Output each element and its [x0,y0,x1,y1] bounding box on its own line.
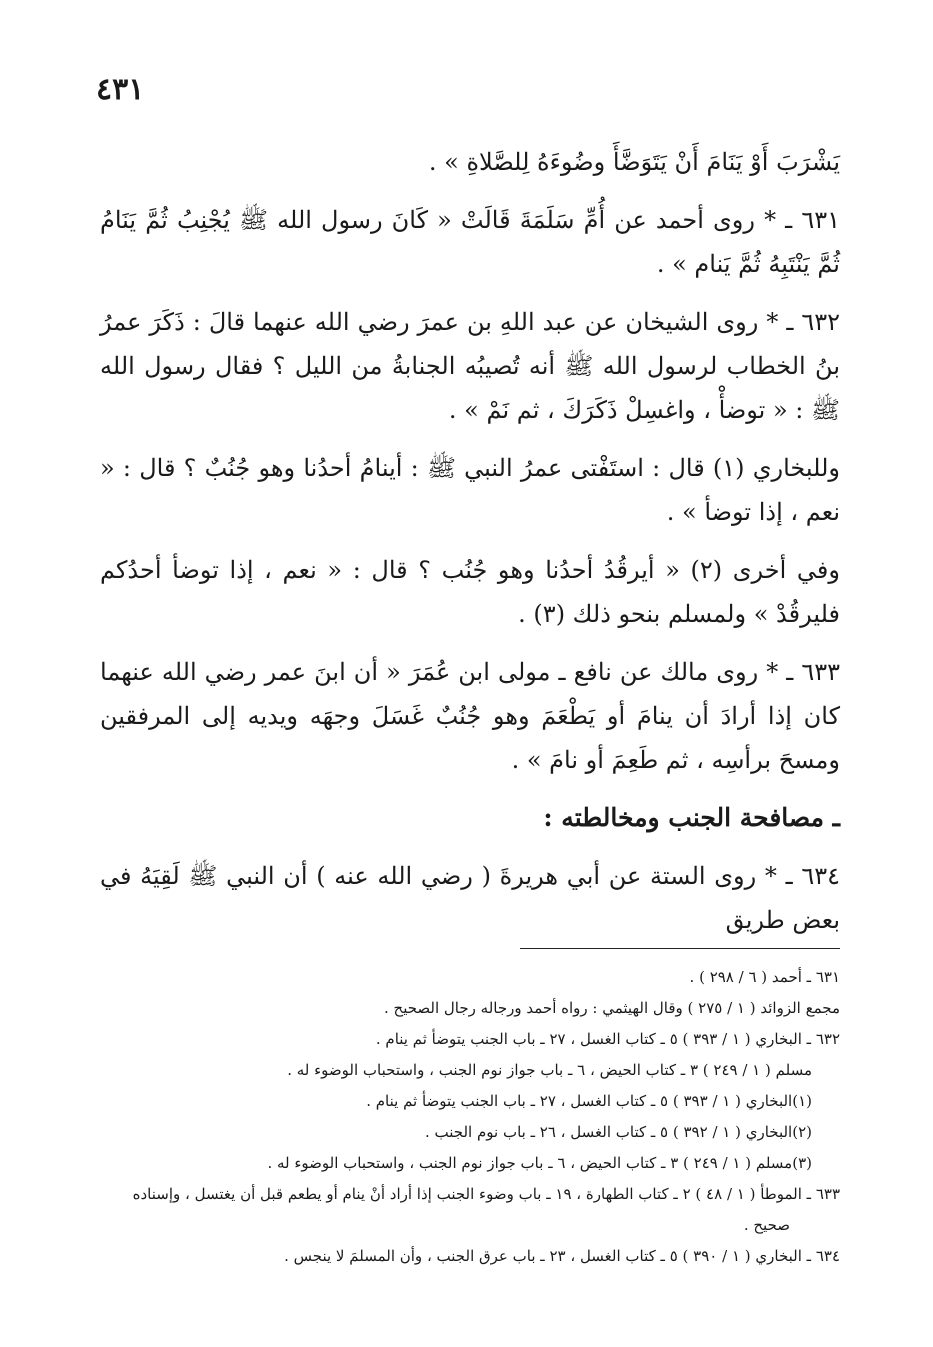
hadith-631: ٦٣١ ـ * روى أحمد عن أُمِّ سَلَمَةَ قَالَتْ « كَانَ رسول الله ﷺ يُجْنِبُ ثُمَّ يَنَامُ ثُمَّ يَنْتَبِهُ ثُمَّ يَنام » . [100,206,840,278]
other-narration: وفي أخرى (٢) « أيرقُدُ أحدُنا وهو جُنُب ؟ قال : « نعم ، إذا توضأ أحدُكم فليرقُدْ » ولمسلم بنحو ذلك (٣) . [100,556,840,628]
hadith-634: ٦٣٤ ـ * روى الستة عن أبي هريرةَ ( رضي الله عنه ) أن النبي ﷺ لَقِيَهُ في بعض طريق [100,862,840,934]
page-number: ٤٣١ [96,72,145,107]
footnote: مسلم ( ١ / ٢٤٩ ) ٣ ـ كتاب الحيض ، ٦ ـ باب جواز نوم الجنب ، واستحباب الوضوء له . [287,1061,812,1079]
hadith-632: ٦٣٢ ـ * روى الشيخان عن عبد اللهِ بن عمرَ رضي الله عنهما قالَ : ذَكَرَ عمرُ بنُ الخطاب لرسول الله ﷺ أنه تُصيبُه الجنابةُ من الليل ؟ فقال رسول الله ﷺ : « توضأْ ، واغسِلْ ذَكَرَكَ ، ثم نَمْ » . [100,308,840,424]
footnote: (٣)مسلم ( ١ / ٢٤٩ ) ٣ ـ كتاب الحيض ، ٦ ـ باب جواز نوم الجنب ، واستحباب الوضوء له . [267,1154,812,1172]
footnote-divider [520,948,840,949]
footnote: ٦٣٢ ـ البخاري ( ١ / ٣٩٣ ) ٥ ـ كتاب الغسل ، ٢٧ ـ باب الجنب يتوضأ ثم ينام . [375,1030,840,1048]
main-text [100,140,840,956]
footnote: (١)البخاري ( ١ / ٣٩٣ ) ٥ ـ كتاب الغسل ، ٢٧ ـ باب الجنب يتوضأ ثم ينام . [366,1092,812,1110]
bukhari-narration: وللبخاري (١) قال : استَفْتى عمرُ النبي ﷺ : أينامُ أحدُنا وهو جُنُبٌ ؟ قال : « نعم ، إذا توضأ » . [100,454,840,526]
footnote: ٦٣١ ـ أحمد ( ٦ / ٢٩٨ ) . [689,968,840,986]
footnote: صحيح . [743,1216,790,1234]
footnote: ٦٣٣ ـ الموطأ ( ١ / ٤٨ ) ٢ ـ كتاب الطهارة ، ١٩ ـ باب وضوء الجنب إذا أراد أنْ ينام أو يطعم قبل أن يغتسل ، وإسناده [132,1185,840,1203]
footnote: ٦٣٤ ـ البخاري ( ١ / ٣٩٠ ) ٥ ـ كتاب الغسل ، ٢٣ ـ باب عرق الجنب ، وأن المسلمَ لا ينجس . [284,1247,840,1265]
section-heading: ـ مصافحة الجنب ومخالطته : [543,803,840,832]
paragraph-continuation: يَشْرَبَ أَوْ يَنَامَ أَنْ يَتَوَضَّأَ وضُوءَهُ لِلصَّلاةِ » . [428,148,840,176]
hadith-633: ٦٣٣ ـ * روى مالك عن نافع ـ مولى ابن عُمَرَ « أن ابنَ عمر رضي الله عنهما كان إذا أرادَ أن ينامَ أو يَطْعَمَ وهو جُنُبٌ غَسَلَ وجهَه ويديه إلى المرفقين ومسحَ برأسِه ، ثم طَعِمَ أو نامَ » . [100,658,840,774]
footnote: (٢)البخاري ( ١ / ٣٩٢ ) ٥ ـ كتاب الغسل ، ٢٦ ـ باب نوم الجنب . [425,1123,812,1141]
footnotes [100,962,840,1272]
footnote: مجمع الزوائد ( ١ / ٢٧٥ ) وقال الهيثمي : رواه أحمد ورجاله رجال الصحيح . [383,999,840,1017]
